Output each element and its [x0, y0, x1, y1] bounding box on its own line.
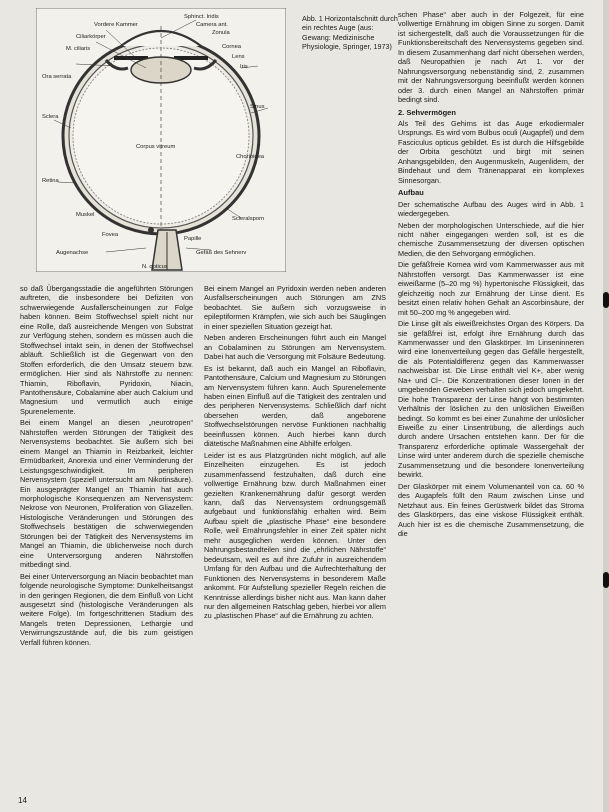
- figure-caption: Abb. 1 Horizontalschnitt durch ein rechtes Auge (aus: Gewang: Medizinische Physiologie, Springer, 1973): [302, 14, 398, 52]
- figure-label: Scleralsporn: [232, 216, 265, 222]
- eye-diagram: [36, 8, 286, 272]
- paragraph: Die gefäßfreie Kornea wird vom Kammerwasser aus mit Nährstoffen versorgt. Das Kammerwasser ist eine eiweißarme (5–20 mg %) hypertonische Flüssigkeit, das gleichzeitig noch zur Ernährung der Linse dient. Es besitzt einen relativ hohen Gehalt an Ascorbinsäure, der mit 50–200 mg % angegeben wird.: [398, 260, 584, 317]
- figure-label: Sclera: [42, 114, 59, 120]
- paragraph: so daß Übergangsstadie die angeführten Störungen auftreten, die insbesondere bei Defiziten von schwerwiegende Ausfallerscheinungen zur Folge haben können. Beim Stoffwechsel spielt nicht nur eine Rolle, daß ausreichende Mengen von Substrat zur Verfügung stehen, sondern es müssen auch die Stoffwechsel intakt sein, in denen der Stoffwechsel abläuft. Schließlich ist die Gegenwart von den Stoffen erforderlich, die den Umsatz steuern bzw. ermöglichen. Hier sind als Nährstoffe zu nennen: Thiamin, Riboflavin, Pyridoxin, Niacin, Pantothensäure, Cobalamine aber auch Calcium und Magnesium und vermutlich auch einige Spurenelemente.: [20, 284, 193, 416]
- text-column-left: [20, 284, 193, 649]
- paragraph: schen Phase“ aber auch in der Folgezeit, für eine vollwertige Ernährung im obigen Sinne zu sorgen. Damit ist sichergestellt, daß auch die Voraussetzungen für die Funktionsbereitschaft des Nervensystems gegeben sind. In diesem Zusammenhang darf nicht übersehen werden, daß Neuropathien je nach Art 1. vor der Nahrungsversorgung nebenständig sind, 2. zusammen mit der Nahrungsversorgung beeinflußt werden können oder 3. durch einen Mangel an Nährstoffen primär bedingt sind.: [398, 10, 584, 105]
- eye-cross-section-illustration: [36, 8, 286, 272]
- figure-label: Fovea: [102, 232, 119, 238]
- page-number: 14: [18, 796, 27, 805]
- paragraph: Neben anderen Erscheinungen führt auch ein Mangel an Cobalaminen zu Störungen am Nervensystem. Dabei hat auch die Versorgung mit Folsäure Bedeutung.: [204, 333, 386, 362]
- text-column-right: [398, 10, 584, 540]
- figure-label: Vordere Kammer: [94, 22, 138, 28]
- figure-label: Ciliarkörper: [76, 34, 106, 40]
- figure-label: Iris: [240, 64, 248, 70]
- figure-label: Muskel: [76, 212, 95, 218]
- paragraph: Als Teil des Gehirns ist das Auge erkodiermaler Ursprungs. Es wird vom Bulbus oculi (Augapfel) und dem Fasciculus opticus gebildet. Es ist durch die Hilfsgebilde der Orbita geschützt und birgt mit seinen Anhangsgebilden, den Augenmuskeln, Augenlidern, der Bindehaut und dem Tränenapparat ein komplexes Sinnesorgan.: [398, 118, 584, 185]
- figure-label: Papille: [184, 236, 202, 242]
- figure-label: Retina: [42, 178, 59, 184]
- paragraph: Leider ist es aus Platzgründen nicht möglich, auf alle Einzelheiten einzugehen. Es ist jedoch zusammenfassend festzuhalten, daß durch eine vollwertige Ernährung bzw. durch Maßnahmen einer gezielten Krankenernährung dafür gesorgt werden kann, daß das Nervensystem ordnungsgemäß aufgebaut und funktionsfähig erhalten wird. Beim Aufbau spielt die „plastische Phase“ eine besondere Rolle, weil Ernährungsfehler in einer Zeit später nicht mehr ausgeglichen werden können. Unter den Nahrungsbestandteilen sind die „ehrlichen Nährstoffe“ bedeutsam, weil es auf ihre Zufuhr in ausreichendem Umfang für den Aufbau und die Aufrechterhaltung der Funktionen des Nervensystems in besonderem Maße ankommt. Für Aufstellung spezieller Regeln reichen die Kenntnisse allerdings bisher nicht aus. Man kann daher nur den allgemeinen Ratschlag geben, hierbei vor allem zu „plastischen Phase“ auf die Ernährung zu achten.: [204, 450, 386, 621]
- paragraph: Der Glaskörper mit einem Volumenanteil von ca. 60 % des Augapfels füllt den Raum zwischen Linse und Netzhaut aus. Ein feines Gerüstwerk bildet das Stroma des Glaskörpers, das eine viskose Flüssigkeit enthält. Auch hier ist es die chemische Zusammensetzung, die die: [398, 481, 584, 539]
- figure-label: Camera ant.: [196, 22, 228, 28]
- figure-label: Augenachse: [56, 250, 89, 256]
- figure-label: Sphinct. Iridis: [184, 14, 219, 20]
- figure-label: Corpus vitreum: [136, 144, 176, 150]
- paragraph: Bei einem Mangel an diesen „neurotropen“ Nährstoffen werden Störungen der Tätigkeit des Nervensystems beobachtet. Sie äußern sich bei einem Mangel an Thiamin in Reizbarkeit, leichter Ermüdbarkeit, Anorexia und einer Verminderung der Leistungsgeschwindigkeit. Im peripheren Nervensystem (speziell untersucht am Nikotinsäure). Ein ausgeprägter Mangel an Thiamin hat auch morphologische Konsequenzen am Nervensystem: Nekrose von Neuronen, Proliferation von Gliazellen. Histologische Veränderungen und Störungen des Stoffwechsels bestätigen die schwerwiegenden Störungen bei der Tätigkeit des Nervensystems im Mangel an Thiamin, die üblicherweise noch durch eine Unterversorgung anderen Nährstoffen mitbedingt sind.: [20, 418, 193, 570]
- figure-label: Ora serrata: [42, 74, 72, 80]
- punch-hole: [603, 572, 609, 588]
- binder-edge: [603, 0, 609, 812]
- figure-label: N. opticus: [142, 264, 168, 270]
- punch-hole: [603, 292, 609, 308]
- paragraph: Der schematische Aufbau des Auges wird in Abb. 1 wiedergegeben.: [398, 199, 584, 219]
- figure-label: Zonula: [212, 30, 230, 36]
- section-heading: 2. Sehvermögen: [398, 107, 456, 117]
- figure-label: Chorioidea: [236, 154, 265, 160]
- figure-label: Cornea: [222, 44, 242, 50]
- paragraph: Bei einem Mangel an Pyridoxin werden neben anderen Ausfallserscheinungen auch Störungen am ZNS beobachtet. Sie äußern sich vorzugsweise in epileptiformen Krämpfen, wie sich auch bei Säuglingen in einer speziellen Situation gezeigt hat.: [204, 284, 386, 331]
- paragraph: Es ist bekannt, daß auch ein Mangel an Riboflavin, Pantothensäure, Calcium und Magnesium zu Störungen am Nervensystem führen kann. Auch Spurenelemente haben einen Einfluß auf die Tätigkeit des zentralen und des peripheren Nervensystems. Schließlich darf nicht übersehen werden, daß angeborene Stoffwechselstörungen nervöse Funktionen nachhaltig beeinflussen können. Auch hierbei kann durch diätetische Maßnahmen eine Abhilfe erfolgen.: [204, 363, 386, 449]
- figure-label: Sinus: [250, 104, 265, 110]
- figure-label: Lens: [232, 54, 245, 60]
- figure-label: Gefäß des Sehnerv: [196, 250, 247, 256]
- paragraph: Neben der morphologischen Unterschiede, auf die hier nicht näher eingegangen werden soll, ist es die chemische Zusammensetzung der diversen optischen Medien, die den Sehvorgang ermöglichen.: [398, 220, 584, 258]
- figure-label: M. ciliaris: [66, 46, 91, 52]
- subsection-heading: Aufbau: [398, 188, 424, 198]
- text-column-middle: [204, 284, 386, 623]
- paragraph: Die Linse gilt als eiweißreichstes Organ des Körpers. Da sie gefäßfrei ist, erfolgt ihre Ernährung durch das Kammerwasser und den Glaskörper. Im Linseninneren wird eine Ionenverteilung gegen das Gefälle hergestellt, die als Potentialdifferenz gegen das Kammerwasser nachweisbar ist. Die Linse enthält viel K+, aber wenig Na+ und Cl−. Die Konzentrationen dieser Ionen in der umgebenden Geweben verhalten sich jedoch umgekehrt. Die hohe Transparenz der Linse hängt von bestimmten Verhältnis der löslichen zu den unlöslichen Eiweißen bedingt. So kommt es bei einer Zunahme der unlöslicher Eiweiße zu einer Linsentrübung, die allerdings auch durch andere Ursachen entstehen kann. Der für die Transparenz erforderliche optimale Wassergehalt der Linse wird unter anderem durch die spezielle chemische Zusammensetzung und die besondere Ionenverteilung bewirkt.: [398, 319, 584, 480]
- paragraph: Bei einer Unterversorgung an Niacin beobachtet man folgende neurologische Symptome: Dunkelheitsangst in den geringen Regionen, die dem Einfluß von Licht ausgesetzt sind (histologische Veränderungen als weitere Folge). Im fortgeschrittenen Stadium des Mangels treten Depressionen, Lethargie und Verwirrungszustände auf, die bis zum geistigen Verfall führen können.: [20, 571, 193, 647]
